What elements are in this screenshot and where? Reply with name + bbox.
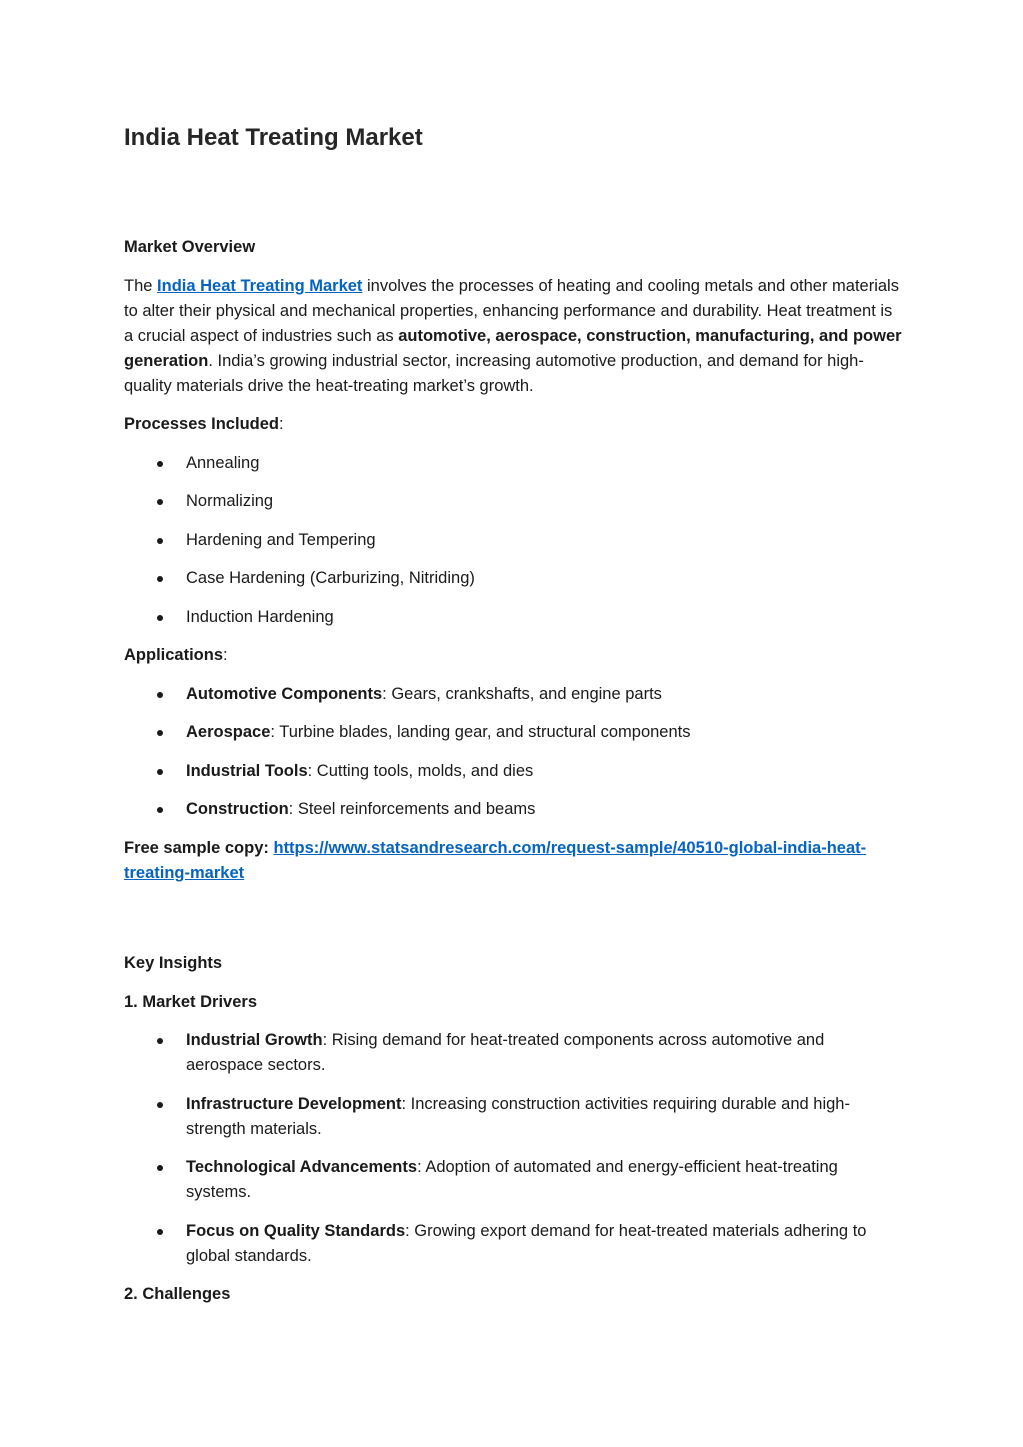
overview-text-suffix: . India’s growing industrial sector, increasing automotive production, and demand for high-quality materials drive the heat-treating market’s growth. — [124, 351, 864, 395]
bullet-icon — [157, 1102, 163, 1108]
application-desc: : Gears, crankshafts, and engine parts — [382, 684, 662, 703]
list-item — [124, 451, 904, 476]
list-item — [124, 566, 904, 591]
driver-desc: : Increasing construction activities requiring durable and high-strength materials. — [186, 1094, 850, 1138]
driver-desc: : Growing export demand for heat-treated materials adhering to global standards. — [186, 1221, 867, 1265]
application-term: Construction — [186, 800, 289, 818]
processes-heading: Processes Included — [124, 415, 279, 433]
applications-colon: : — [223, 646, 228, 664]
overview-industries-bold: automotive, aerospace, construction, manufacturing, and power generation — [124, 326, 902, 370]
market-overview-heading: Market Overview — [124, 238, 256, 256]
overview-text-prefix: The — [124, 276, 158, 295]
applications-list — [124, 682, 904, 823]
overview-paragraph — [124, 274, 904, 399]
applications-heading-line — [124, 643, 904, 668]
challenges-heading: 2. Challenges — [124, 1285, 231, 1303]
india-heat-treating-market-link[interactable]: India Heat Treating Market — [157, 276, 363, 295]
document-body — [124, 235, 904, 1321]
application-desc: : Steel reinforcements and beams — [288, 800, 536, 818]
bullet-icon — [157, 615, 163, 621]
list-item — [124, 1092, 904, 1142]
processes-colon: : — [279, 415, 284, 433]
bullet-icon — [157, 1038, 163, 1044]
driver-desc: : Rising demand for heat-treated components across automotive and aerospace sectors. — [186, 1031, 825, 1074]
list-item — [124, 489, 904, 514]
bullet-icon — [157, 576, 163, 582]
list-item — [124, 1028, 904, 1078]
free-sample-line — [124, 836, 904, 886]
document-title: India Heat Treating Market — [124, 124, 423, 151]
driver-term: Focus on Quality Standards — [186, 1221, 406, 1240]
driver-desc: : Adoption of automated and energy-efficient heat-treating systems. — [186, 1158, 838, 1201]
key-insights-heading: Key Insights — [124, 954, 223, 972]
market-drivers-list — [124, 1028, 904, 1269]
processes-list — [124, 451, 904, 630]
list-item — [124, 528, 904, 553]
list-item — [124, 1155, 904, 1205]
process-item: Annealing — [186, 453, 260, 472]
bullet-icon — [157, 499, 163, 505]
process-item: Induction Hardening — [186, 607, 334, 626]
process-item: Case Hardening (Carburizing, Nitriding) — [186, 569, 475, 587]
list-item — [124, 797, 904, 822]
list-item — [124, 720, 904, 745]
bullet-icon — [157, 807, 163, 813]
application-desc: : Cutting tools, molds, and dies — [307, 761, 534, 780]
list-item — [124, 682, 904, 707]
list-item — [124, 759, 904, 784]
section-spacer — [124, 899, 904, 951]
overview-text-mid: involves the processes of heating and cooling metals and other materials to alter their physical and mechanical properties, enhancing performance and durability. Heat treatment is a crucial aspect of industries such as — [124, 276, 899, 345]
processes-heading-line — [124, 412, 904, 437]
application-desc: : Turbine blades, landing gear, and structural components — [270, 723, 691, 741]
driver-term: Technological Advancements — [186, 1158, 418, 1176]
application-term: Automotive Components — [186, 684, 383, 703]
process-item: Normalizing — [186, 492, 274, 510]
application-term: Aerospace — [186, 723, 271, 741]
free-sample-link[interactable]: https://www.statsandresearch.com/request-sample/40510-global-india-heat-treating-market — [124, 838, 867, 882]
list-item — [124, 1219, 904, 1269]
list-item — [124, 605, 904, 630]
driver-term: Infrastructure Development — [186, 1094, 402, 1113]
applications-heading: Applications — [124, 646, 224, 664]
bullet-icon — [157, 1165, 163, 1171]
free-sample-label: Free sample copy: — [124, 838, 274, 857]
bullet-icon — [157, 461, 163, 467]
bullet-icon — [157, 538, 163, 544]
bullet-icon — [157, 1229, 163, 1235]
process-item: Hardening and Tempering — [186, 530, 376, 549]
market-drivers-heading: 1. Market Drivers — [124, 992, 257, 1011]
bullet-icon — [157, 692, 163, 698]
driver-term: Industrial Growth — [186, 1031, 323, 1049]
bullet-icon — [157, 769, 163, 775]
application-term: Industrial Tools — [186, 761, 308, 780]
bullet-icon — [157, 730, 163, 736]
